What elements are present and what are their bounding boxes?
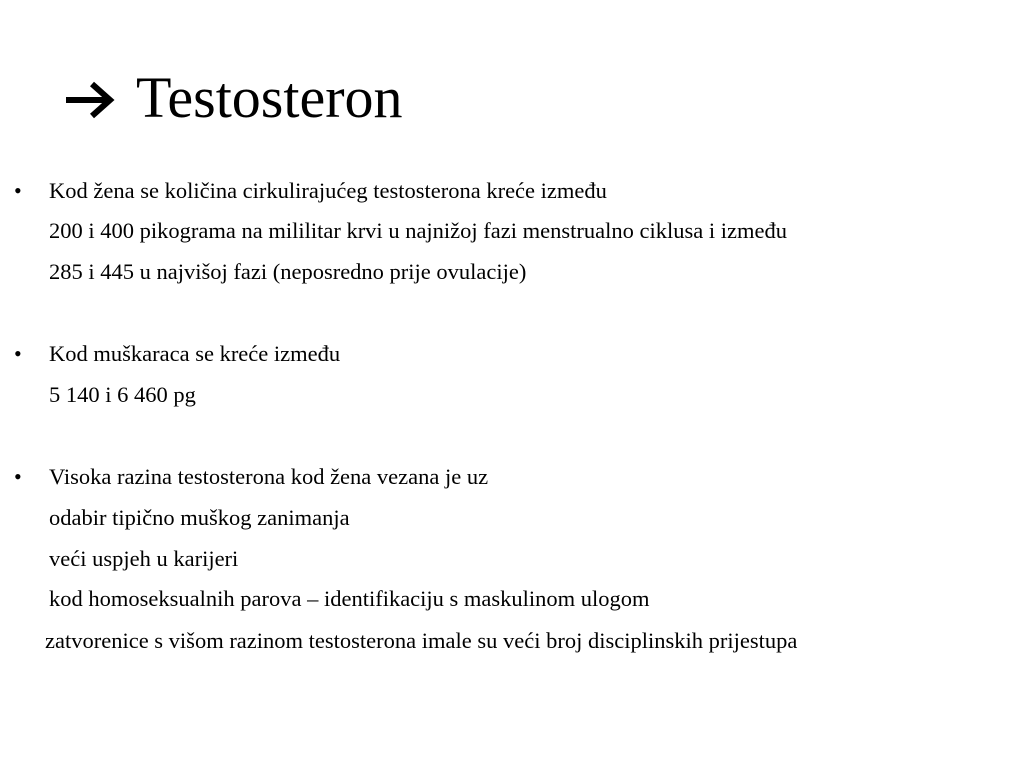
bullet-marker: • [14, 464, 22, 489]
slide-title [64, 62, 403, 134]
bullet-marker: • [14, 341, 22, 366]
bullet-3-line-5: zatvorenice s višom razinom testosterona imale su veći broj disciplinskih prijestupa [45, 628, 798, 653]
bullet-3-line-2: odabir tipično muškog zanimanja [49, 505, 350, 530]
bullet-3-line-1: Visoka razina testosterona kod žena vezana je uz [49, 464, 489, 489]
bullet-2-line-2: 5 140 i 6 460 pg [49, 382, 196, 407]
bullet-1-line-2: 200 i 400 pikograma na mililitar krvi u najnižoj fazi menstrualno ciklusa i između [49, 218, 787, 243]
arrow-right-icon [64, 80, 116, 120]
bullet-1-line-3: 285 i 445 u najvišoj fazi (neposredno prije ovulacije) [49, 259, 527, 284]
bullet-3-line-3: veći uspjeh u karijeri [49, 546, 239, 571]
bullet-marker: • [14, 178, 22, 203]
slide-title-text: Testosteron [136, 65, 403, 130]
bullet-1-line-1: Kod žena se količina cirkulirajućeg testosterona kreće između [49, 178, 607, 203]
bullet-2-line-1: Kod muškaraca se kreće između [49, 341, 341, 366]
bullet-3-line-4: kod homoseksualnih parova – identifikaciju s maskulinom ulogom [49, 586, 650, 611]
